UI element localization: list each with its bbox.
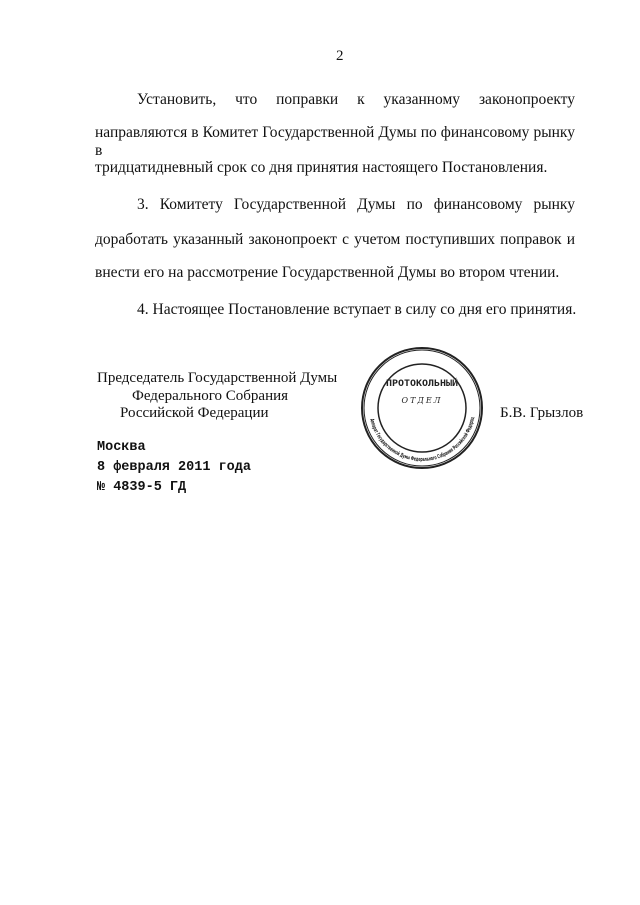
- paragraph-3-line-1: 3. Комитету Государственной Думы по финансовому рынку: [137, 196, 575, 213]
- footer-number: № 4839-5 ГД: [97, 480, 187, 495]
- stamp-ring-text: Аппарат Государственной Думы Федерального Собрания Российской Федерац: [368, 414, 477, 464]
- stamp-center-top: ПРОТОКОЛЬНЫЙ: [386, 379, 452, 389]
- paragraph-3-line-3: внести его на рассмотрение Государственной Думы во втором чтении.: [95, 264, 560, 281]
- paragraph-1-line-3: тридцатидневный срок со дня принятия настоящего Постановления.: [95, 159, 548, 176]
- paragraph-4: 4. Настоящее Постановление вступает в силу со дня его принятия.: [137, 301, 577, 318]
- signatory-title-line-3: Российской Федерации: [120, 405, 269, 421]
- paragraph-3-line-2: доработать указанный законопроект с учетом поступивших поправок и: [95, 231, 575, 248]
- official-stamp: [360, 346, 484, 470]
- paragraph-1-line-1: Установить, что поправки к указанному законопроекту: [137, 91, 575, 108]
- paragraph-1-line-2: направляются в Комитет Государственной Думы по финансовому рынку в: [95, 124, 575, 159]
- footer-city: Москва: [97, 440, 146, 455]
- signatory-title-line-1: Председатель Государственной Думы: [97, 370, 338, 386]
- signatory-title-line-2: Федерального Собрания: [132, 388, 289, 404]
- footer-date: 8 февраля 2011 года: [97, 460, 251, 475]
- stamp-center-bottom: ОТДЕЛ: [401, 396, 443, 405]
- page-number: 2: [336, 48, 344, 64]
- signatory-name: Б.В. Грызлов: [500, 405, 584, 421]
